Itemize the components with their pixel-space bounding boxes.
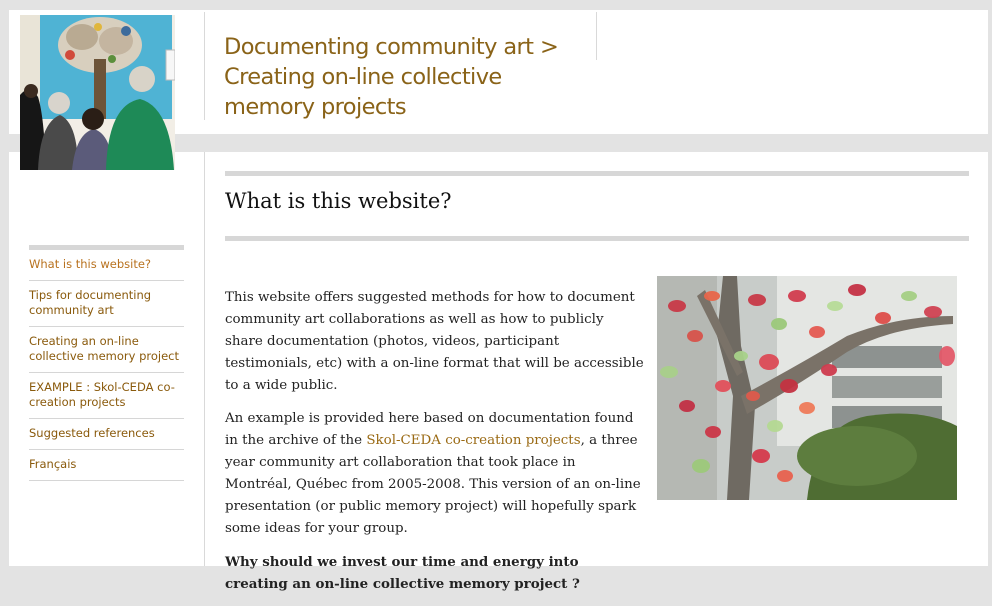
sidebar-item-francais[interactable]: Français: [29, 450, 184, 481]
header-divider: [204, 12, 205, 120]
sidebar-nav: [29, 245, 184, 481]
example-text-before: An example is provided here based on documentation found in the archive of the: [225, 411, 634, 448]
header-divider-right: [596, 12, 597, 60]
skol-ceda-link[interactable]: Skol-CEDA co-creation projects: [366, 433, 581, 448]
sidebar-divider: [204, 152, 205, 566]
site-title: Documenting community art > Creating on-line collective memory projects: [224, 34, 559, 120]
main-panel: [9, 152, 988, 592]
sidebar-nav-list: [29, 250, 184, 481]
tree-photo: [657, 276, 957, 500]
header-photo: [20, 15, 175, 170]
sidebar-item-what-is-this-website[interactable]: What is this website?: [29, 250, 184, 281]
sidebar-item-tips[interactable]: Tips for documenting community art: [29, 281, 184, 327]
main-content: [225, 171, 969, 606]
question-heading: Why should we invest our time and energy into creating an on-line collective memory project ?: [225, 554, 580, 592]
intro-paragraph: This website offers suggested methods for how to document community art collaborations as well as how to publicly share documentation (photos, videos, participant testimonials, etc) with a on-line format that will be accessible to a wide public.: [225, 290, 644, 393]
sidebar-item-references[interactable]: Suggested references: [29, 419, 184, 450]
example-text-after: , a three year community art collaboration that took place in Montréal, Québec from 2005-2008. This version of an on-line presentation (or public memory project) will hopefully spark some ideas for your group.: [225, 433, 641, 536]
heading-bottom-rule: [225, 236, 969, 241]
text-column: [225, 287, 645, 595]
sidebar-item-example[interactable]: EXAMPLE : Skol-CEDA co-creation projects: [29, 373, 184, 419]
content-body: [225, 287, 969, 595]
page-title: What is this website?: [225, 189, 452, 213]
sidebar-item-creating-project[interactable]: Creating an on-line collective memory project: [29, 327, 184, 373]
example-paragraph: [225, 408, 645, 540]
